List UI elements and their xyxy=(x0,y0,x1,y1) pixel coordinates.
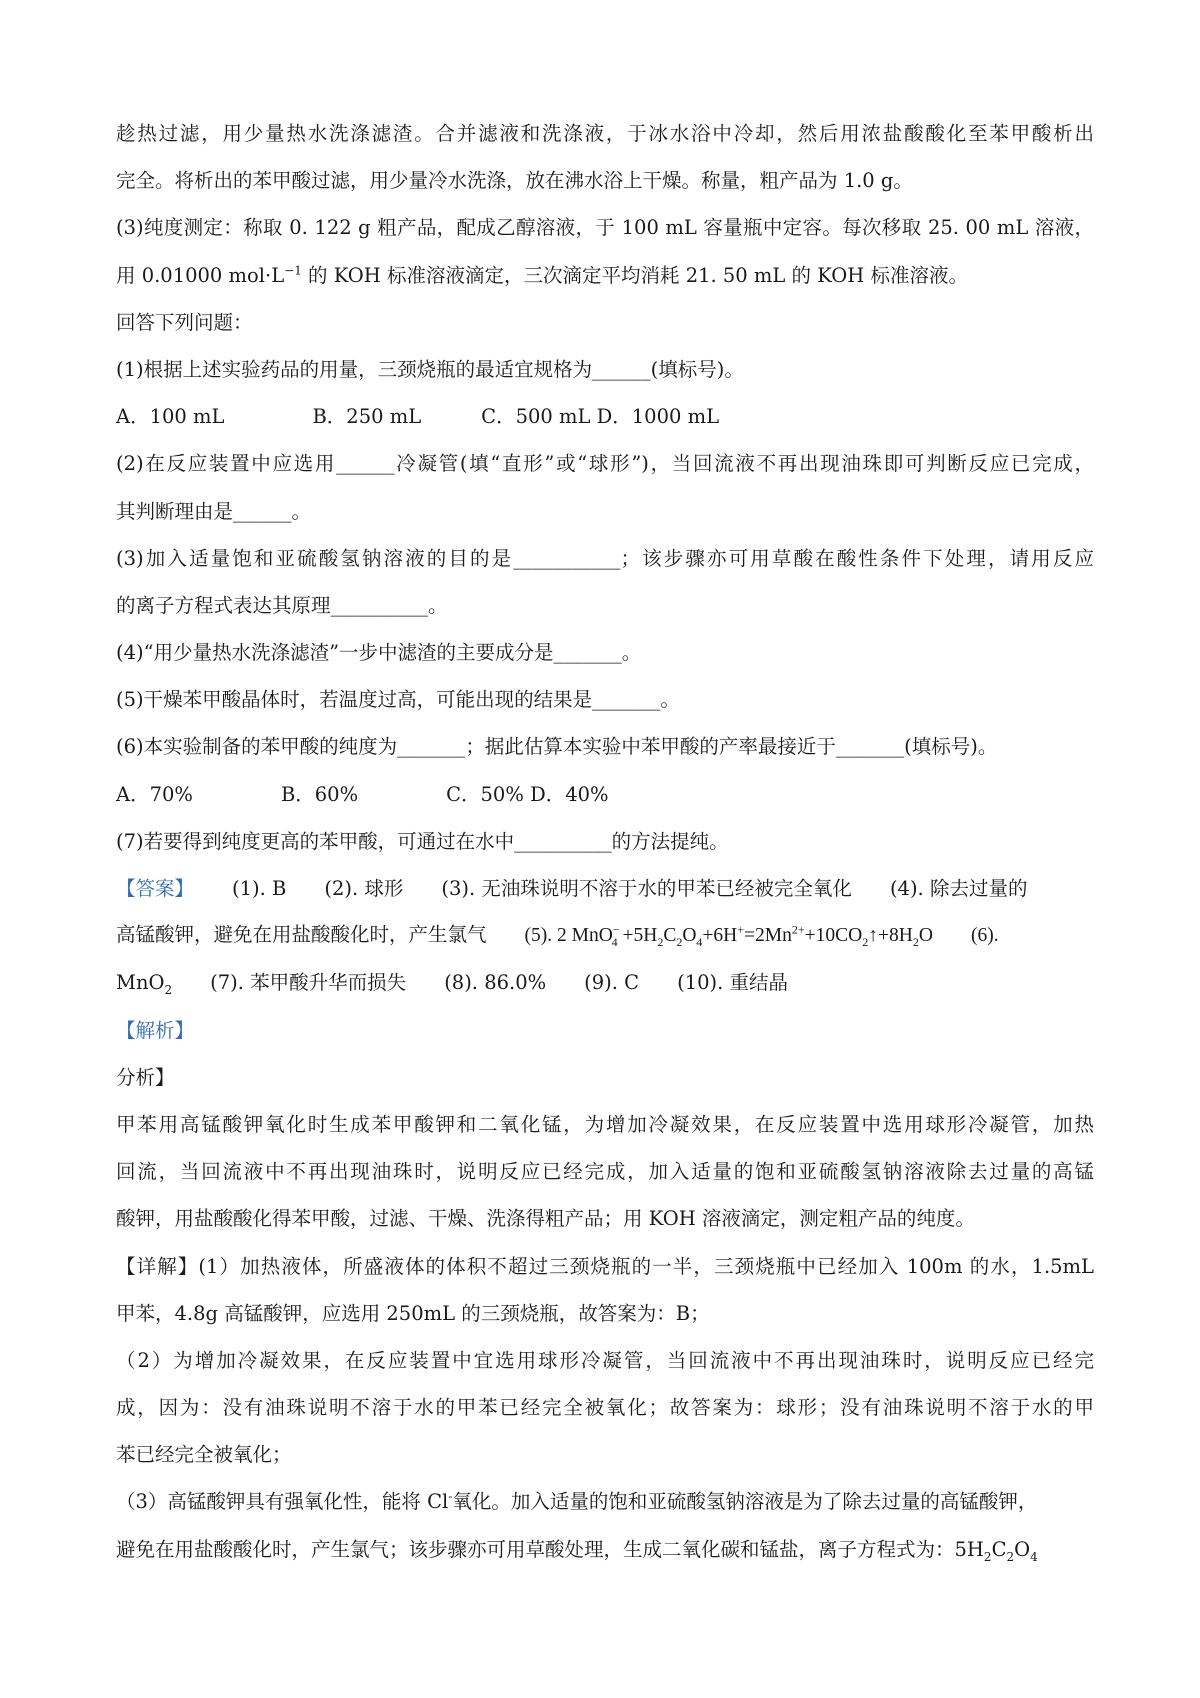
answer-10: (10). 重结晶 xyxy=(677,971,789,995)
option-c: C．500 mL xyxy=(481,405,591,429)
detail-1-line-2: 甲苯，4.8g 高锰酸钾，应选用 250mL 的三颈烧瓶，故答案为：B； xyxy=(116,1301,710,1325)
question-3-line-1: (3)加入适量饱和亚硫酸氢钠溶液的目的是___________；该步骤亦可用草酸在酸性条件下处理，请用反应 xyxy=(116,546,1094,570)
answer-7: (7). 苯甲酸升华而损失 xyxy=(210,971,407,995)
option-a: A．100 mL xyxy=(116,405,225,429)
option-b: B．250 mL xyxy=(312,405,422,429)
answer-line-1 xyxy=(116,865,1094,912)
question-1: (1)根据上述实验药品的用量，三颈烧瓶的最适宜规格为______(填标号)。 xyxy=(116,357,744,381)
answer-5-label: (5). xyxy=(524,925,553,947)
analysis-sub-label: 分析】 xyxy=(116,1065,175,1089)
answer-6-value: MnO$_2$ xyxy=(116,971,173,998)
titration-text-b: 的 KOH 标准溶液滴定，三次滴定平均消耗 21. 50 mL 的 KOH 标准溶液。 xyxy=(301,263,968,287)
detail-3-line-2: 避免在用盐酸酸化时，产生氯气；该步骤亦可用草酸处理，生成二氧化碳和锰盐，离子方程式为：$5H_2C_2O_4$ xyxy=(116,1537,1038,1564)
answer-3: (3). 无油珠说明不溶于水的甲苯已经被完全氧化 xyxy=(441,877,852,900)
answer-line-3 xyxy=(116,959,1094,1006)
unit-superscript: −1 xyxy=(284,263,302,278)
titration-text-a: 用 0.01000 mol·L xyxy=(116,263,285,287)
question-5: (5)干燥苯甲酸晶体时，若温度过高，可能出现的结果是_______。 xyxy=(116,688,680,712)
analysis-label: 【解析】 xyxy=(116,1018,195,1042)
answer-label: 【答案】 xyxy=(116,877,195,900)
answer-6-label: (6). xyxy=(970,925,999,947)
procedure-line-1: 趁热过滤，用少量热水洗涤滤渣。合并滤液和洗涤液，于冰水浴中冷却，然后用浓盐酸酸化至苯甲酸析出 xyxy=(116,122,1094,145)
option-d: D．40% xyxy=(530,782,609,806)
detail-2-line-3: 苯已经完全被氧化； xyxy=(116,1443,292,1467)
option-b: B．60% xyxy=(280,782,359,806)
detail-2-line-2: 成，因为：没有油珠说明不溶于水的甲苯已经完全被氧化；故答案为：球形；没有油珠说明不溶于水的甲 xyxy=(116,1396,1094,1420)
questions-intro: 回答下列问题： xyxy=(116,310,253,334)
question-1-options xyxy=(116,393,1094,440)
option-c: C．50% xyxy=(446,782,524,806)
answer-4-cont: 高锰酸钾，避免在用盐酸酸化时，产生氯气 xyxy=(116,925,487,947)
option-a: A．70% xyxy=(116,782,193,806)
answer-5-equation: 2 $MnO^-_4 +5H_2C_2O_4+6H^+=2Mn^{2+}+10CO_2↑+8H_2O$ xyxy=(557,922,933,950)
detail-2-line-1: （2）为增加冷凝效果，在反应装置中宜选用球形冷凝管，当回流液中不再出现油珠时，说明反应已经完 xyxy=(116,1348,1094,1372)
answer-8: (8). 86.0% xyxy=(444,971,547,995)
question-6-options xyxy=(116,771,1094,818)
question-2-line-1: (2)在反应装置中应选用______冷凝管(填“直形”或“球形”)，当回流液不再出现油珠即可判断反应已完成， xyxy=(116,452,1094,476)
analysis-para-line-3: 酸钾，用盐酸酸化得苯甲酸，过滤、干燥、洗涤得粗产品；用 KOH 溶液滴定，测定粗产品的纯度。 xyxy=(116,1207,975,1231)
purity-test-line-1: (3)纯度测定：称取 0. 122 g 粗产品，配成乙醇溶液，于 100 mL 容量瓶中定容。每次移取 25. 00 mL 溶液， xyxy=(116,216,1094,240)
answer-2: (2). 球形 xyxy=(324,877,404,900)
purity-test-line-2 xyxy=(116,252,1094,299)
answer-line-2 xyxy=(116,912,1094,959)
document-body xyxy=(116,110,1094,1573)
detail-3-line-1: （3）高锰酸钾具有强氧化性，能将 Cl-氧化。加入适量的饱和亚硫酸氢钠溶液是为了除去过量的高锰酸钾， xyxy=(116,1489,1038,1514)
answer-4: (4). 除去过量的 xyxy=(889,877,1028,900)
answer-9: (9). C xyxy=(584,971,640,995)
analysis-para-line-2: 回流，当回流液中不再出现油珠时，说明反应已经完成，加入适量的饱和亚硫酸氢钠溶液除去过量的高锰 xyxy=(116,1160,1094,1184)
question-4: (4)“用少量热水洗涤滤渣”一步中滤渣的主要成分是_______。 xyxy=(116,641,642,665)
answer-1: (1). B xyxy=(232,877,287,900)
question-7: (7)若要得到纯度更高的苯甲酸，可通过在水中__________的方法提纯。 xyxy=(116,829,729,853)
detail-1-line-1: 【详解】(1）加热液体，所盛液体的体积不超过三颈烧瓶的一半，三颈烧瓶中已经加入 100m 的水，1.5mL xyxy=(116,1254,1094,1278)
procedure-line-2: 完全。将析出的苯甲酸过滤，用少量冷水洗涤，放在沸水浴上干燥。称量，粗产品为 1.0 g。 xyxy=(116,169,913,193)
analysis-para-line-1: 甲苯用高锰酸钾氧化时生成苯甲酸钾和二氧化锰，为增加冷凝效果，在反应装置中选用球形冷凝管，加热 xyxy=(116,1112,1094,1136)
option-d: D．1000 mL xyxy=(596,405,720,429)
question-3-line-2: 的离子方程式表达其原理__________。 xyxy=(116,593,448,617)
question-2-line-2: 其判断理由是______。 xyxy=(116,499,312,523)
question-6: (6)本实验制备的苯甲酸的纯度为_______；据此估算本实验中苯甲酸的产率最接近于_______(填标号)。 xyxy=(116,735,998,759)
